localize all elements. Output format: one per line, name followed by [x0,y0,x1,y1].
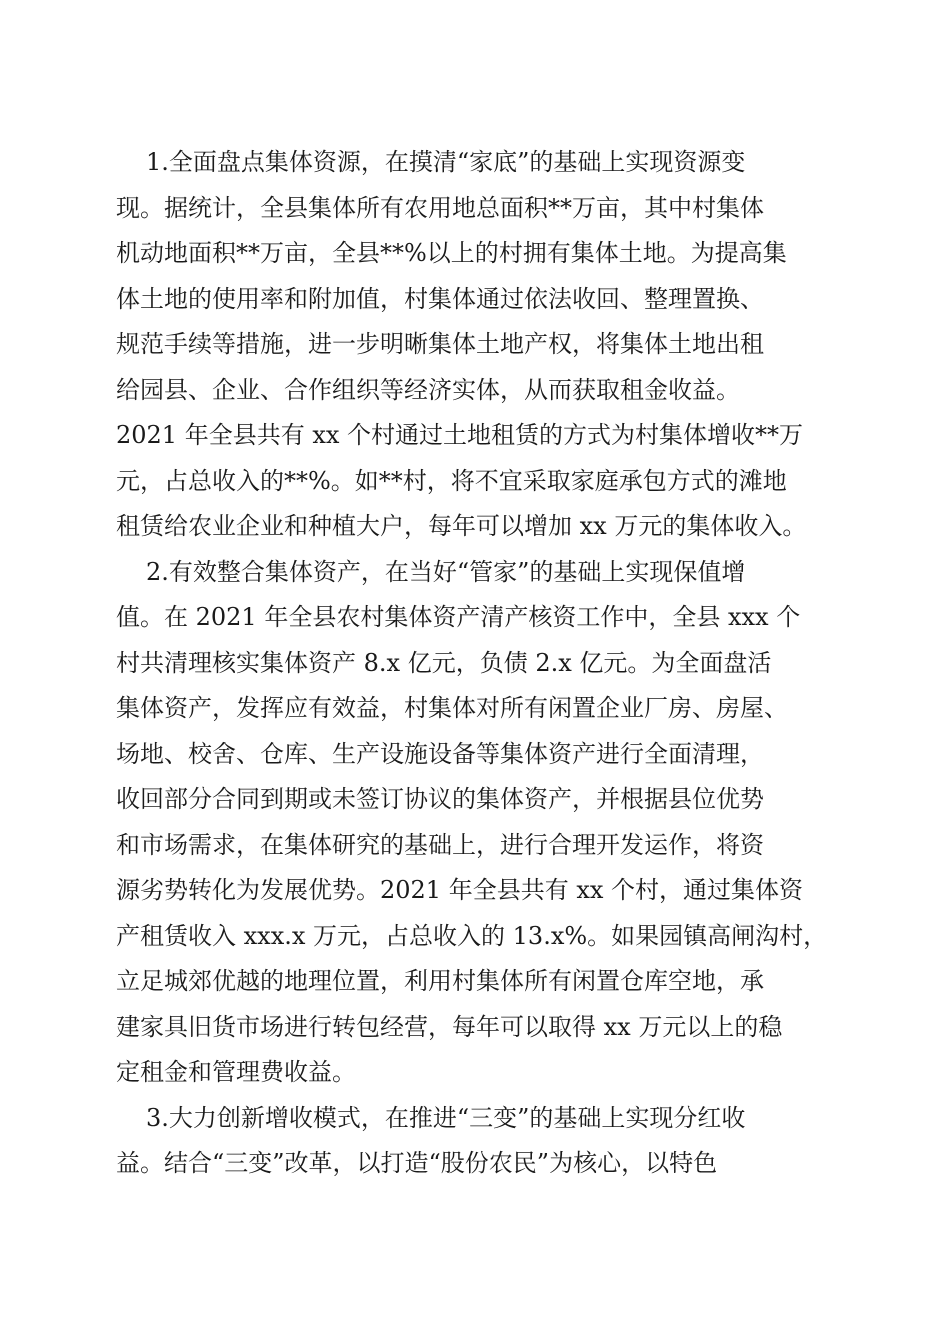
text-line: 值。在 2021 年全县农村集体资产清产核资工作中，全县 xxx 个 [116,603,801,631]
text-line: 3.大力创新增收模式，在推进“三变”的基础上实现分红收 [146,1103,746,1132]
text-line: 村共清理核实集体资产 8.x 亿元，负债 2.x 亿元。为全面盘活 [116,648,772,677]
text-line: 益。结合“三变”改革，以打造“股份农民”为核心，以特色 [116,1149,718,1177]
text-line: 租赁给农业企业和种植大户，每年可以增加 xx 万元的集体收入。 [116,512,807,540]
paragraph-1 [116,140,836,550]
text-line: 定租金和管理费收益。 [116,1058,356,1086]
text-line: 场地、校舍、仓库、生产设施设备等集体资产进行全面清理， [116,739,764,768]
document-body [116,140,836,1187]
text-line: 体土地的使用率和附加值，村集体通过依法收回、整理置换、 [116,284,764,313]
paragraph-3 [116,1096,836,1187]
text-line: 建家具旧货市场进行转包经营，每年可以取得 xx 万元以上的稳 [116,1012,783,1041]
text-line: 收回部分合同到期或未签订协议的集体资产，并根据县位优势 [116,785,764,813]
text-line: 规范手续等措施，进一步明晰集体土地产权，将集体土地出租 [116,330,764,358]
text-line: 2.有效整合集体资产，在当好“管家”的基础上实现保值增 [146,557,746,586]
paragraph-2 [116,550,836,1096]
text-line: 元，占总收入的**%。如**村，将不宜采取家庭承包方式的滩地 [116,466,787,495]
text-line: 机动地面积**万亩，全县**%以上的村拥有集体土地。为提高集 [116,239,787,267]
text-line: 2021 年全县共有 xx 个村通过土地租赁的方式为村集体增收**万 [116,421,804,449]
text-line: 集体资产，发挥应有效益，村集体对所有闲置企业厂房、房屋、 [116,694,788,722]
text-line: 立足城郊优越的地理位置，利用村集体所有闲置仓库空地，承 [116,967,764,995]
text-line: 产租赁收入 xxx.x 万元，占总收入的 13.x%。如果园镇高闸沟村， [116,921,828,950]
text-line: 给园县、企业、合作组织等经济实体，从而获取租金收益。 [116,375,740,404]
text-line: 现。据统计，全县集体所有农用地总面积**万亩，其中村集体 [116,193,764,222]
text-line: 1.全面盘点集体资源，在摸清“家底”的基础上实现资源变 [146,148,746,176]
text-line: 和市场需求，在集体研究的基础上，进行合理开发运作，将资 [116,830,764,859]
text-line: 源劣势转化为发展优势。2021 年全县共有 xx 个村，通过集体资 [116,876,804,904]
